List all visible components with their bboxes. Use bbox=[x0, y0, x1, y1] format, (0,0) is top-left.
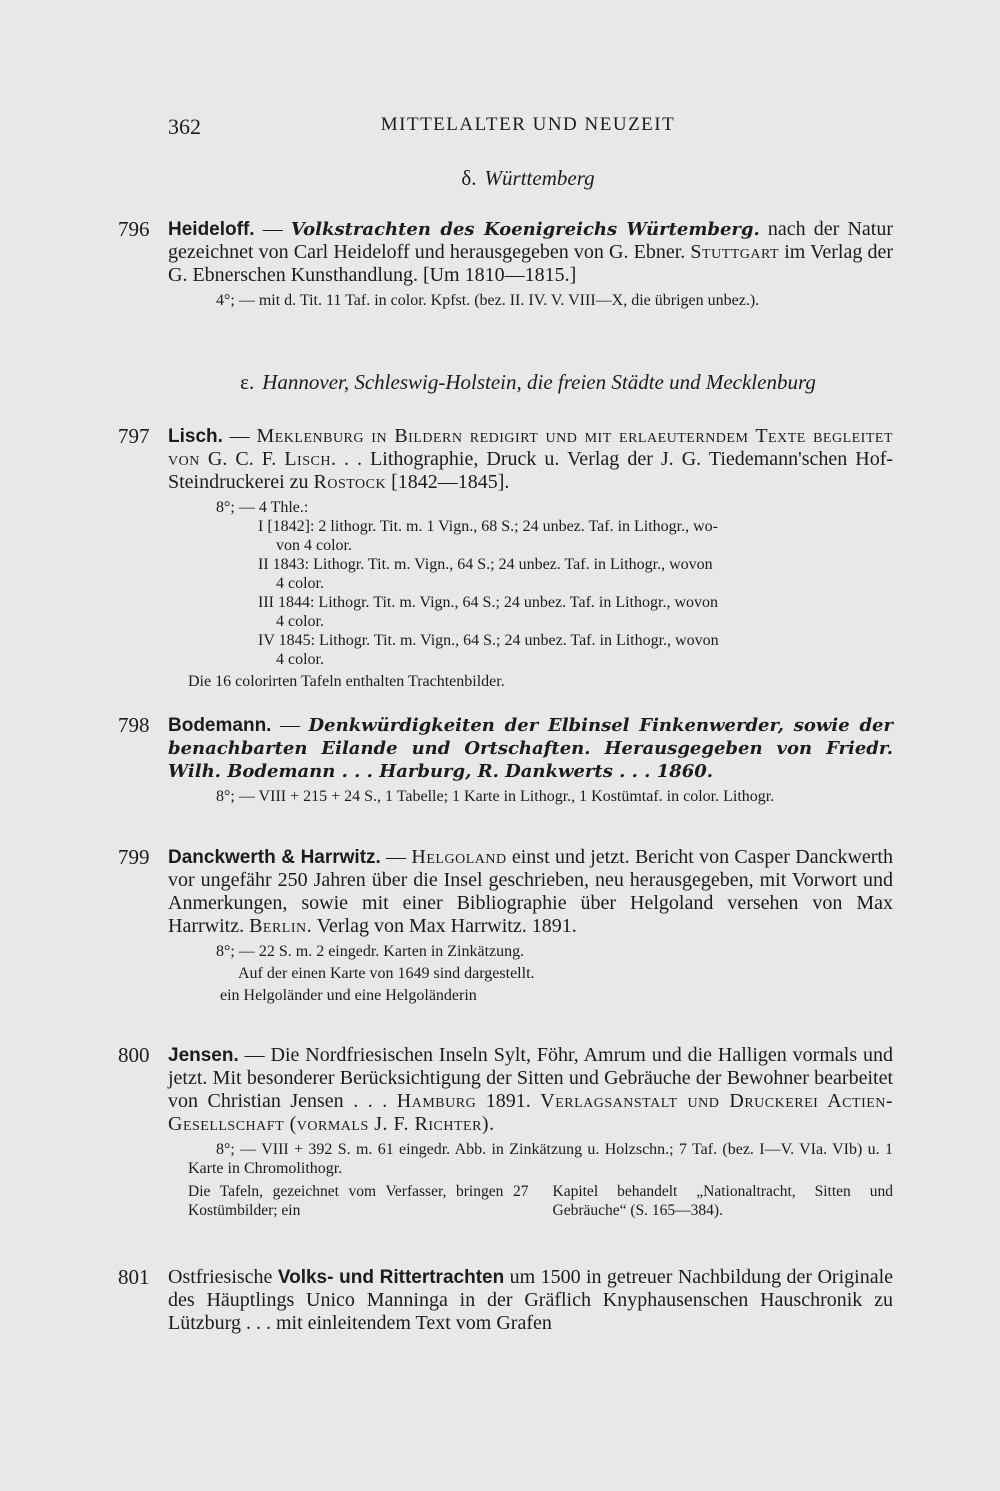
volume-line: III 1844: Lithogr. Tit. m. Vign., 64 S.; 24 unbez. Taf. in Lithogr., wovon bbox=[258, 594, 718, 611]
entry-author: Volks- und Rittertrachten bbox=[277, 1267, 505, 1288]
entry-number: 800 bbox=[118, 1043, 150, 1067]
entry-note: 8°; — 4 Thle.: bbox=[216, 499, 309, 516]
entry-date: 1891. bbox=[485, 1090, 531, 1112]
entry-publisher: . . . Lithographie, Druck u. Verlag der J. G. Tiedemann'schen Hof-Steindruckerei zu bbox=[168, 448, 894, 493]
volume-line: I [1842]: 2 lithogr. Tit. m. 1 Vign., 68 S.; 24 unbez. Taf. in Lithogr., wo- bbox=[258, 518, 718, 535]
entry-text bbox=[168, 1266, 893, 1335]
section-heading-wurttemberg bbox=[168, 166, 888, 191]
entry-description: um 1500 in getreuer Nachbildung der Originale des Häuptlings Unico Manninga in der Gräflich Knyphausenschen Hauschronik zu Lützburg . . . mit einleitendem Text vom Grafen bbox=[168, 1266, 894, 1334]
entry-author: Lisch. bbox=[168, 426, 223, 447]
entry-number: 798 bbox=[118, 713, 150, 737]
entry-place: Rostock bbox=[313, 471, 387, 493]
volume-line: IV 1845: Lithogr. Tit. m. Vign., 64 S.; 24 unbez. Taf. in Lithogr., wovon bbox=[258, 632, 719, 649]
entry-description: — Die Nordfriesischen Inseln Sylt, Föhr, Amrum und die Halligen vormals und jetzt. Mit besonderer Berücksichtigung der Sitten und Gebräuche der Bewohner bearbeitet von Christian Jensen . . . bbox=[168, 1044, 893, 1112]
volume-item bbox=[258, 555, 893, 593]
entry-note: 8°; — VIII + 215 + 24 S., 1 Tabelle; 1 Karte in Lithogr., 1 Kostümtaf. in color. Lithogr. bbox=[216, 788, 775, 805]
entry-799 bbox=[118, 846, 893, 1005]
entry-publisher: Verlag von Max Harrwitz. 1891. bbox=[316, 915, 577, 937]
entry-number: 799 bbox=[118, 845, 150, 869]
volume-line-cont: 4 color. bbox=[276, 613, 324, 630]
entry-797 bbox=[118, 425, 893, 691]
entry-remark: Auf der einen Karte von 1649 sind dargestellt. bbox=[238, 965, 535, 982]
entry-place: Hamburg bbox=[396, 1090, 477, 1112]
entry-author: Bodemann. bbox=[168, 715, 272, 736]
entry-text: Heideloff. — Volkstrachten des Koenigreichs Würtemberg. nach der Natur gezeichnet von Carl Heideloff und herausgegeben von G. Ebner. Stuttgart im Verlag der G. Ebnerschen Kunsthandlung. [Um 1810—1815.] bbox=[168, 218, 894, 286]
section-letter: δ. bbox=[461, 166, 477, 190]
entry-author: Danckwerth & Harrwitz. bbox=[168, 847, 381, 868]
running-title: MITTELALTER UND NEUZEIT bbox=[380, 114, 676, 135]
section-name: Hannover, Schleswig-Holstein, die freien Städte und Mecklenburg bbox=[262, 370, 816, 394]
entry-number: 801 bbox=[118, 1265, 150, 1289]
entry-note: 8°; — 22 S. m. 2 eingedr. Karten in Zinkätzung. bbox=[216, 943, 525, 960]
volume-item bbox=[258, 593, 893, 631]
entry-note: 8°; — VIII + 392 S. m. 61 eingedr. Abb. in Zinkätzung u. Holzschn.; 7 Taf. (bez. I—V. VIa. VIb) u. 1 Karte in Chromolithogr. bbox=[188, 1141, 893, 1177]
entry-number: 797 bbox=[118, 424, 150, 448]
entry-800 bbox=[118, 1044, 893, 1220]
remark-left: Die Tafeln, gezeichnet vom Verfasser, bringen 27 Kostümbilder; ein bbox=[188, 1183, 529, 1219]
entry-remark: Die 16 colorirten Tafeln enthalten Trachtenbilder. bbox=[188, 673, 505, 690]
entry-title: Helgoland bbox=[411, 846, 507, 868]
section-name: Württemberg bbox=[484, 166, 595, 190]
volume-item bbox=[258, 631, 893, 669]
entry-description: G. C. F. bbox=[207, 448, 277, 470]
entry-author: Jensen. bbox=[168, 1045, 239, 1066]
entry-text: Bodemann. — Denkwürdigkeiten der Elbinsel Finkenwerder, sowie der benachbarten Eilande und Ortschaften. Herausgegeben von Friedr. Wilh. Bodemann . . . Harburg, R. Dankwerts . . . 1860. bbox=[168, 714, 893, 782]
entry-796 bbox=[118, 218, 893, 310]
entry-date: [1842—1845]. bbox=[391, 471, 510, 493]
entry-place: Berlin. bbox=[249, 915, 313, 937]
entry-798 bbox=[118, 714, 893, 806]
entry-text: Lisch. — Meklenburg in Bildern redigirt und mit erlaeuterndem Texte begleitet von G. C. F. Lisch. . . Lithographie, Druck u. Verlag der J. G. Tiedemann'schen Hof-Steindruckerei zu Rostock [1842—1845]. bbox=[168, 425, 894, 493]
volume-item bbox=[258, 517, 893, 555]
entry-remark-cont: ein Helgoländer und eine Helgoländerin bbox=[220, 987, 477, 1004]
remark-right: Kapitel behandelt „Nationaltracht, Sitten und Gebräuche“ (S. 165—384). bbox=[552, 1183, 893, 1219]
entry-place: Stuttgart bbox=[690, 241, 780, 263]
entry-description: einst und jetzt. Bericht von Casper Danckwerth vor ungefähr 250 Jahren über die Insel geschrieben, neu herausgegeben, mit Vorwort und Anmerkungen, sowie mit einer Bibliographie über Helgoland versehen von Max Harrwitz. bbox=[168, 846, 893, 937]
entry-prefix: Ostfriesische bbox=[168, 1266, 273, 1288]
section-heading-hannover bbox=[168, 370, 888, 395]
volume-line: II 1843: Lithogr. Tit. m. Vign., 64 S.; 24 unbez. Taf. in Lithogr., wovon bbox=[258, 556, 713, 573]
entry-note: 4°; — mit d. Tit. 11 Taf. in color. Kpfst. (bez. II. IV. V. VIII—X, die übrigen unbez.). bbox=[216, 292, 760, 309]
entry-801 bbox=[118, 1266, 893, 1335]
volume-line-cont: 4 color. bbox=[276, 575, 324, 592]
entry-publisher: im Verlag der G. Ebnerschen Kunsthandlung. [Um 1810—1815.] bbox=[168, 241, 894, 286]
entry-text: Danckwerth & Harrwitz. — Helgoland einst und jetzt. Bericht von Casper Danckwerth vor ungefähr 250 Jahren über die Insel geschrieben, neu herausgegeben, mit Vorwort und Anmerkungen, sowie mit einer Bibliographie über Helgoland versehen von Max Harrwitz. Berlin. Verlag von Max Harrwitz. 1891. bbox=[168, 846, 893, 937]
entry-text bbox=[168, 1044, 893, 1136]
entry-title: Denkwürdigkeiten der Elbinsel Finkenwerder, sowie der benachbarten Eilande und Ortschaften. Herausgegeben von Friedr. Wilh. Bodemann . . . Harburg, R. Dankwerts . . . 1860. bbox=[168, 715, 893, 782]
entry-description: nach der Natur gezeichnet von Carl Heideloff und herausgegeben von G. Ebner. bbox=[168, 218, 894, 263]
entry-editor: Lisch bbox=[284, 448, 331, 470]
page-header bbox=[168, 114, 888, 144]
entry-number: 796 bbox=[118, 217, 150, 241]
section-letter: ε. bbox=[240, 370, 255, 394]
volume-line-cont: 4 color. bbox=[276, 651, 324, 668]
entry-title: Volkstrachten des Koenigreichs Würtemberg. bbox=[290, 219, 760, 240]
entry-remark-columns bbox=[188, 1182, 893, 1220]
entry-author: Heideloff. bbox=[168, 219, 255, 240]
volume-line-cont: von 4 color. bbox=[276, 537, 352, 554]
entry-title: Meklenburg in Bildern redigirt und mit erlaeuterndem Texte begleitet von bbox=[168, 425, 894, 470]
entry-publisher: Verlagsanstalt und Druckerei Actien-Gesellschaft (vormals J. F. Richter). bbox=[168, 1090, 894, 1135]
page-number: 362 bbox=[168, 114, 201, 139]
